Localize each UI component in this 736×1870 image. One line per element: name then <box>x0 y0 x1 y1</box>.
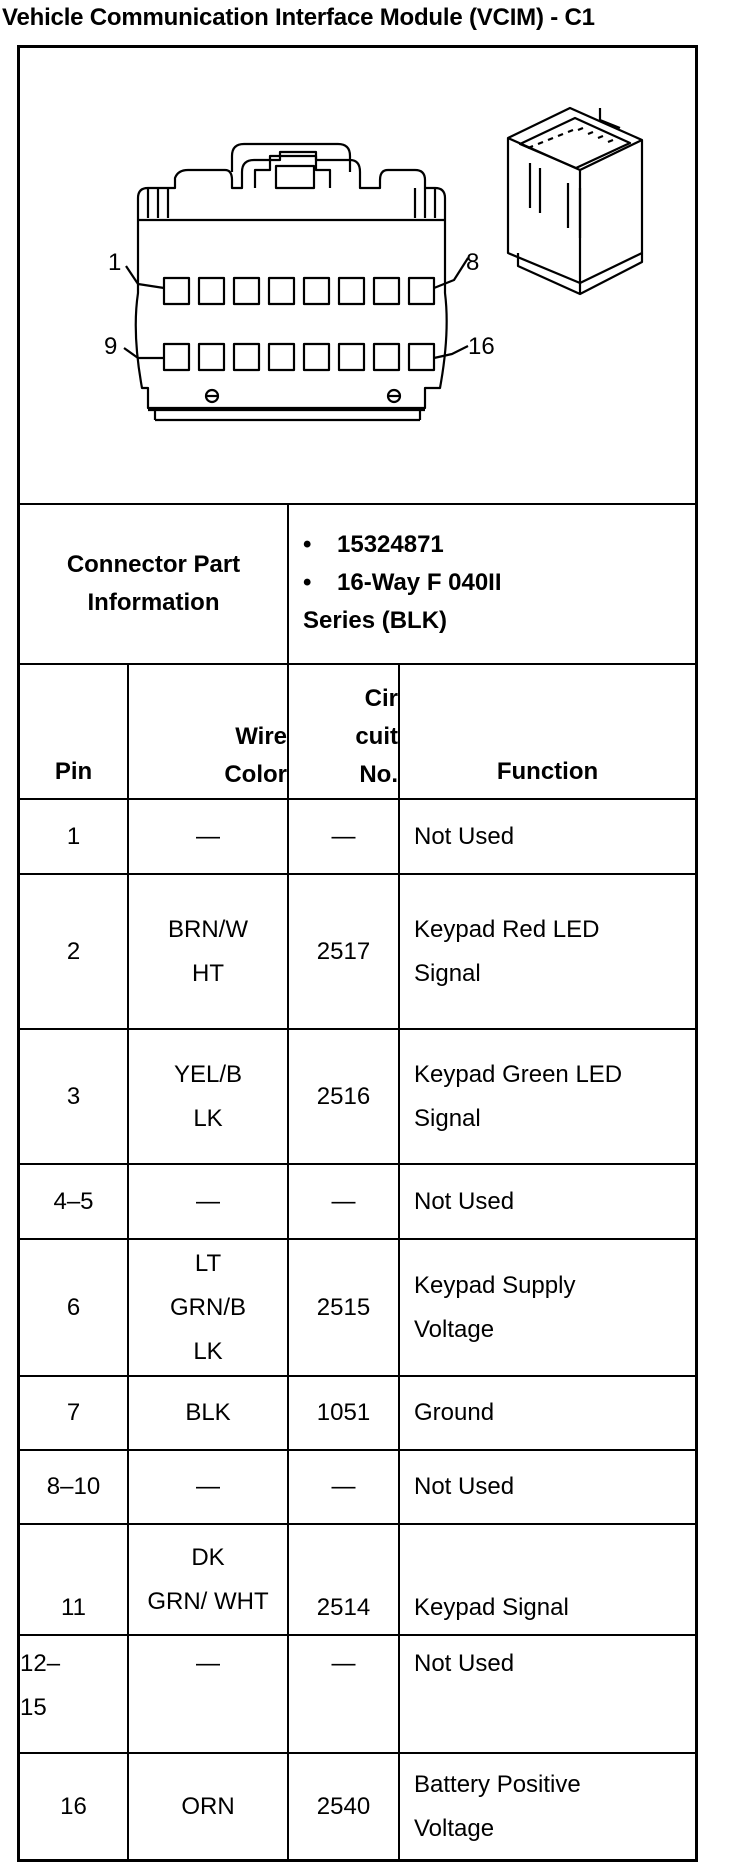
row-10-pin: 16 <box>60 1792 87 1820</box>
row-10-color: ORN <box>181 1792 235 1820</box>
connector-sheet <box>17 45 698 1862</box>
row-6-color: BLK <box>185 1399 231 1426</box>
housing-latch-top <box>232 144 350 172</box>
row-9-color: — <box>196 1650 220 1677</box>
row-9-function: Not Used <box>414 1650 515 1677</box>
row-9-pin: 12– 15 <box>20 1650 61 1721</box>
row-8-pin: 11 <box>61 1594 86 1621</box>
row-6-circuit: 1051 <box>316 1399 371 1426</box>
connector-iso-view <box>508 108 642 294</box>
row-8-function: Keypad Signal <box>414 1594 569 1621</box>
connector-part-info-label: Connector Part Information <box>66 551 241 616</box>
row-3-circuit: 2516 <box>316 1082 371 1110</box>
pin-callout-16: 16 <box>468 333 495 360</box>
row-4-pin: 4–5 <box>53 1187 94 1215</box>
housing-latch-slot <box>276 166 314 188</box>
row-2-color: BRN/W HT <box>168 915 248 987</box>
row-10-function: Battery Positive Voltage <box>414 1770 581 1842</box>
header-circuit-no: Cir cuit No. <box>355 685 398 788</box>
row-9-circuit: — <box>331 1650 356 1677</box>
row-5-color: LT GRN/B LK <box>169 1249 246 1365</box>
row-7-pin: 8–10 <box>46 1473 101 1500</box>
row-5-pin: 6 <box>66 1293 81 1321</box>
pin-callout-9: 9 <box>104 333 118 360</box>
row-3-color: YEL/B LK <box>173 1060 243 1132</box>
pin-callout-1: 1 <box>108 249 122 276</box>
header-pin: Pin <box>54 758 93 785</box>
row-2-circuit: 2517 <box>316 937 371 965</box>
row-4-color: — <box>196 1187 220 1215</box>
connector-diagram <box>20 48 695 503</box>
row-1-function: Not Used <box>414 822 515 850</box>
row-4-function: Not Used <box>414 1187 515 1215</box>
row-7-color: — <box>196 1473 220 1500</box>
row-3-function: Keypad Green LED Signal <box>414 1060 623 1132</box>
row-5-circuit: 2515 <box>316 1293 371 1321</box>
row-8-circuit: 2514 <box>316 1594 371 1621</box>
row-8-color: DK GRN/ WHT <box>147 1543 269 1615</box>
row-5-function: Keypad Supply Voltage <box>414 1271 576 1343</box>
row-6-function: Ground <box>414 1399 495 1426</box>
row-1-circuit: — <box>331 822 356 850</box>
row-2-function: Keypad Red LED Signal <box>414 915 600 987</box>
connector-part-info: • 15324871 • 16-Way F 040II Series (BLK) <box>303 531 502 634</box>
row-2-pin: 2 <box>66 937 81 965</box>
header-function: Function <box>496 758 599 785</box>
page-title: Vehicle Communication Interface Module (VCIM) - C1 <box>2 4 595 31</box>
row-1-color: — <box>196 822 220 850</box>
row-7-function: Not Used <box>414 1473 515 1500</box>
row-10-circuit: 2540 <box>316 1792 371 1820</box>
row-7-circuit: — <box>331 1473 356 1500</box>
row-1-pin: 1 <box>66 822 81 850</box>
pin-callout-8: 8 <box>466 249 480 276</box>
row-6-pin: 7 <box>66 1399 81 1426</box>
header-wire-color: Wire Color <box>224 723 287 788</box>
row-4-circuit: — <box>331 1187 356 1215</box>
housing-ribs <box>148 188 435 218</box>
row-3-pin: 3 <box>66 1082 81 1110</box>
